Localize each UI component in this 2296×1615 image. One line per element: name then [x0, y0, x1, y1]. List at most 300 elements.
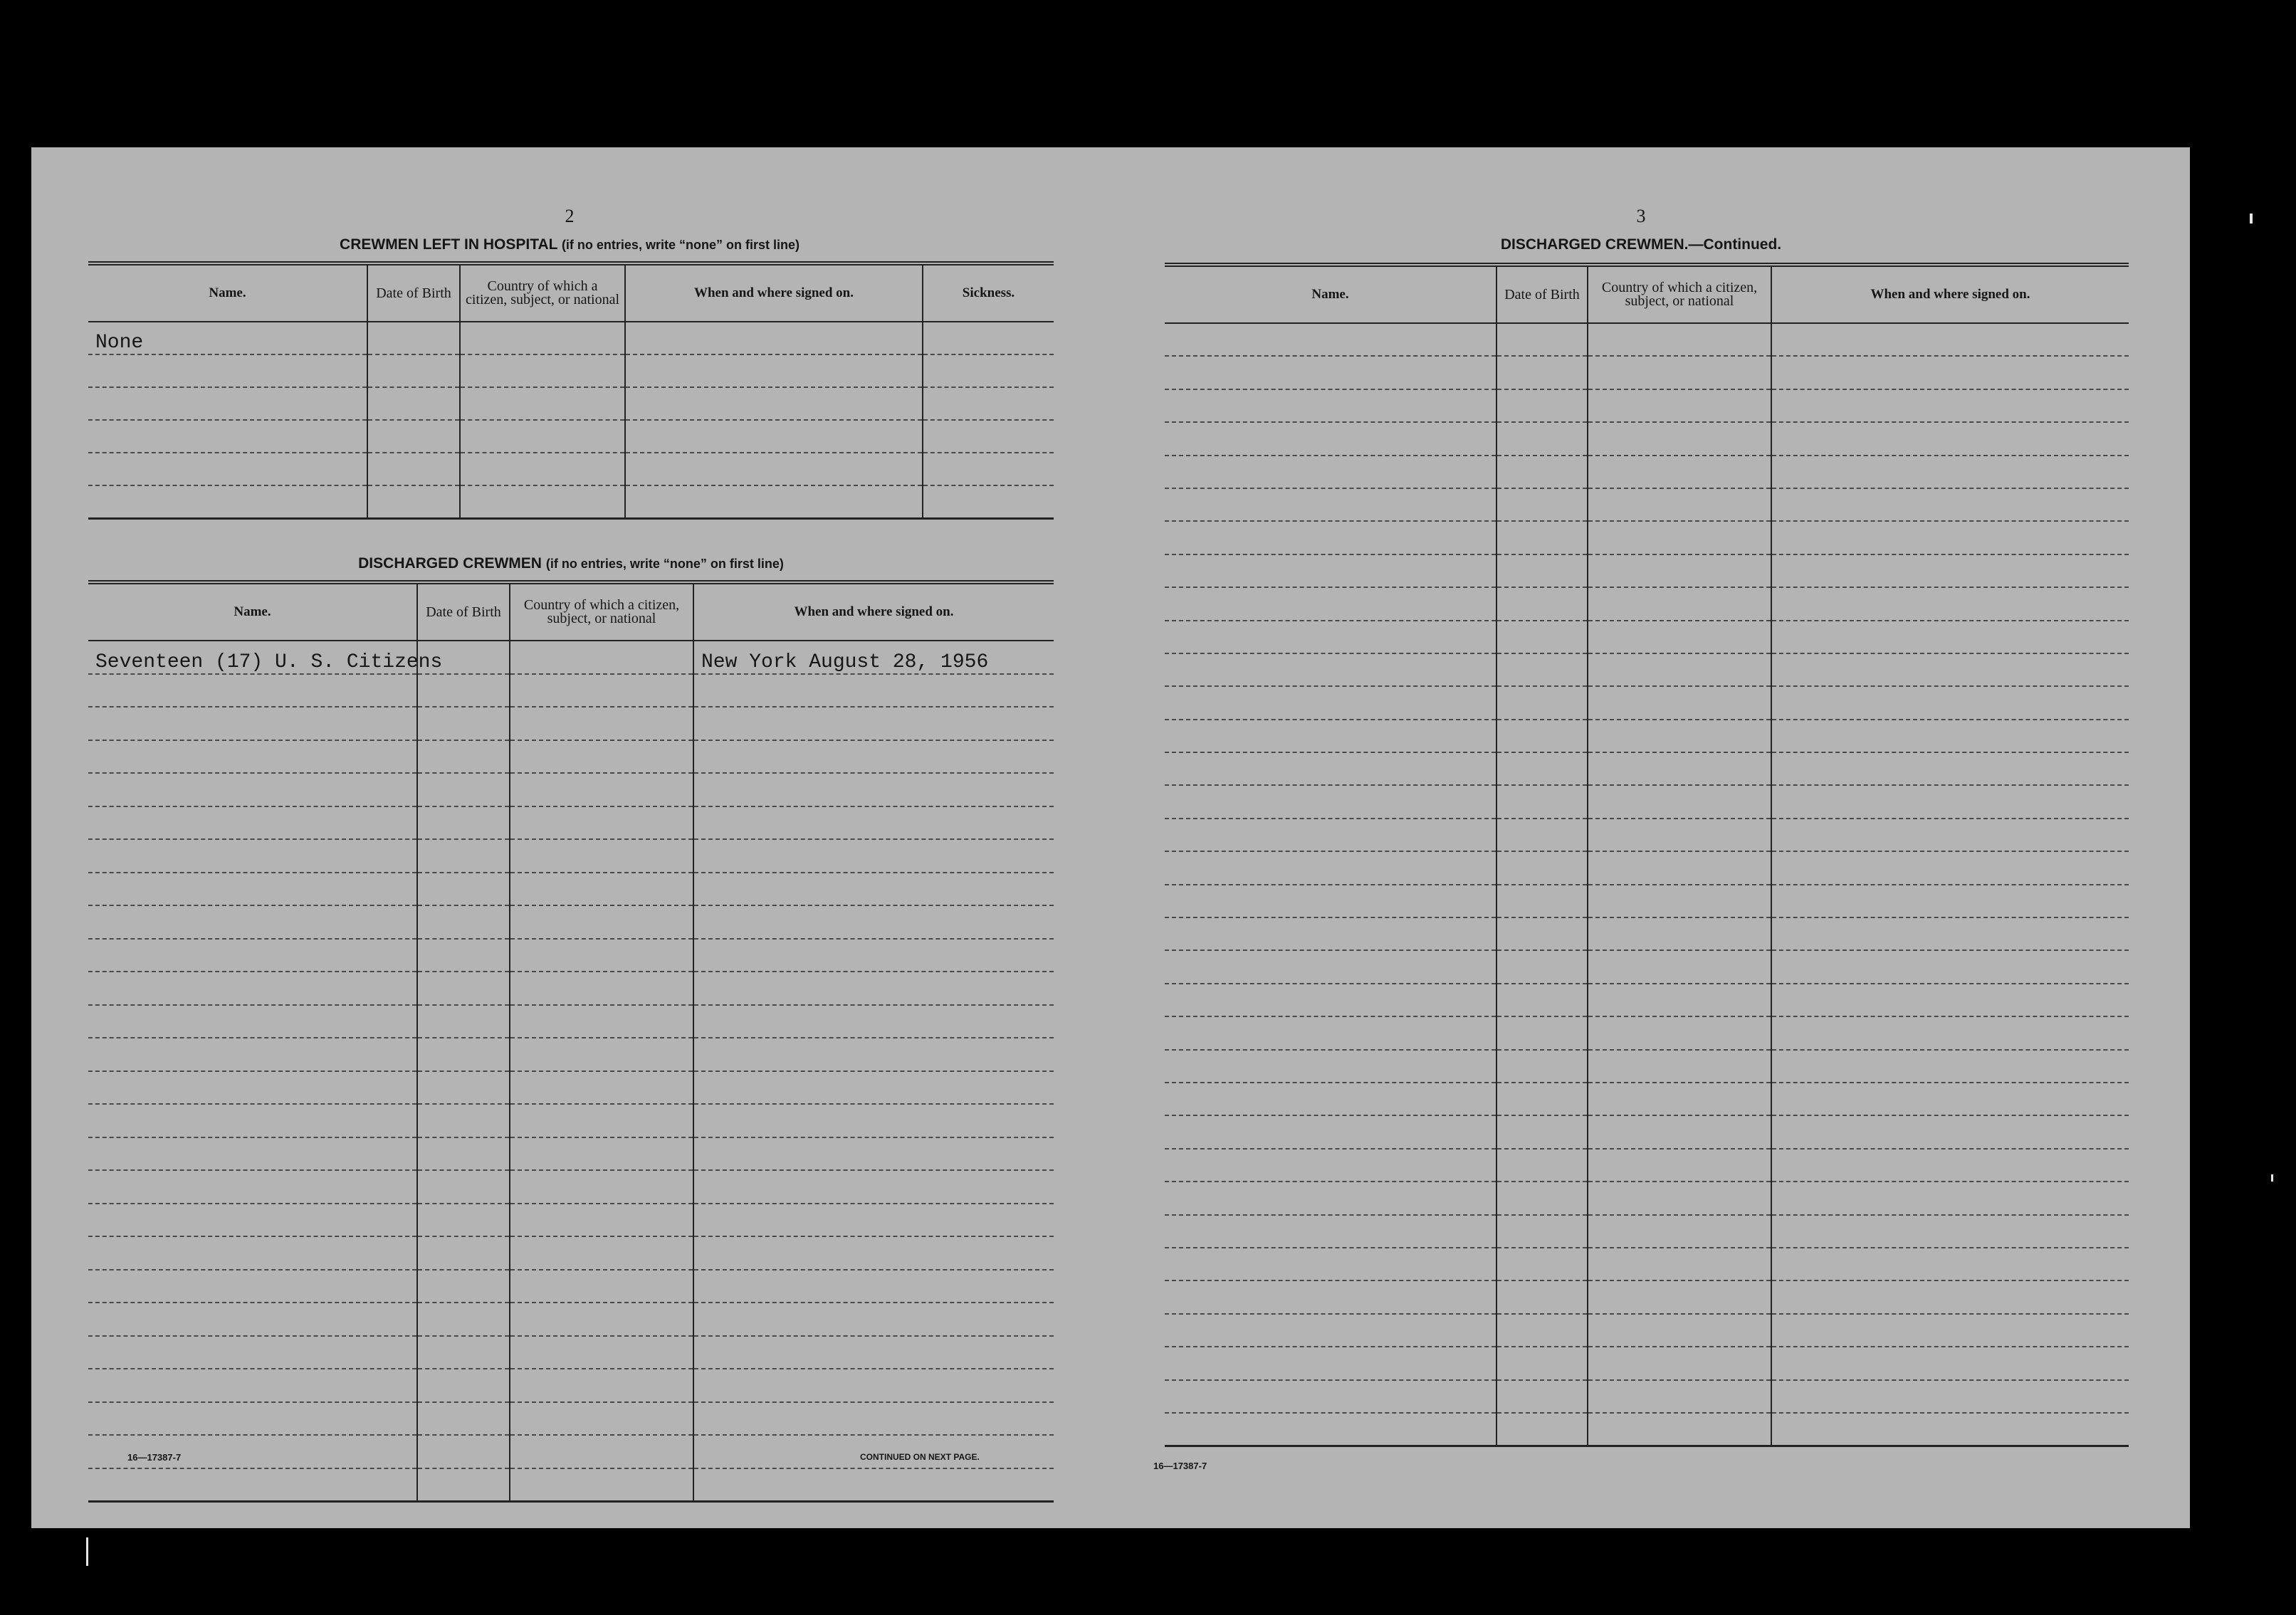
scan-speck — [86, 1537, 88, 1566]
cell-country — [1588, 1380, 1771, 1413]
cell-country — [1588, 621, 1771, 653]
header-signed-on: When and where signed on. — [693, 582, 1054, 641]
cell-name — [88, 839, 417, 873]
cell-country — [1588, 686, 1771, 719]
cell-signed — [625, 354, 923, 387]
table-row — [88, 1137, 1054, 1171]
cell-name — [88, 1468, 417, 1502]
cell-name — [1165, 1280, 1496, 1313]
table-row — [88, 839, 1054, 873]
cell-name — [1165, 720, 1496, 752]
document-sheet — [31, 147, 2190, 1528]
cell-dob — [417, 740, 510, 774]
cell-signed — [1771, 488, 2129, 521]
cell-dob — [1496, 1280, 1588, 1313]
cell-dob — [1496, 1149, 1588, 1182]
cell-dob — [1496, 1380, 1588, 1413]
cell-signed — [693, 674, 1054, 707]
cell-country — [510, 1170, 693, 1204]
table-row — [1165, 1314, 2129, 1347]
cell-name — [1165, 752, 1496, 785]
discharged-continued-table — [1165, 263, 2129, 1447]
cell-name — [88, 773, 417, 806]
cell-name — [1165, 356, 1496, 389]
cell-signed — [693, 1104, 1054, 1137]
cell-name — [1165, 587, 1496, 620]
table-row — [88, 972, 1054, 1005]
cell-dob — [1496, 720, 1588, 752]
cell-name — [1165, 621, 1496, 653]
cell-country — [1588, 1314, 1771, 1347]
cell-country — [510, 1005, 693, 1038]
cell-signed — [693, 1303, 1054, 1336]
cell-signed — [1771, 851, 2129, 884]
table-row — [1165, 1347, 2129, 1379]
right-section-title: DISCHARGED CREWMEN.—Continued. — [1500, 236, 1782, 253]
cell-name — [1165, 1215, 1496, 1248]
table-row — [88, 1104, 1054, 1137]
table-row — [88, 1270, 1054, 1303]
cell-name — [88, 1336, 417, 1369]
cell-dob — [417, 1170, 510, 1204]
cell-signed — [1771, 323, 2129, 356]
table-row — [1165, 984, 2129, 1016]
table-row — [88, 1005, 1054, 1038]
cell-signed — [693, 1038, 1054, 1071]
cell-dob — [417, 1270, 510, 1303]
cell-dob — [1496, 917, 1588, 950]
cell-country — [510, 873, 693, 906]
cell-country — [510, 1402, 693, 1436]
table-row — [88, 1336, 1054, 1369]
cell-signed — [693, 1170, 1054, 1204]
cell-country — [1588, 1347, 1771, 1379]
page-number: 2 — [565, 206, 575, 226]
cell-signed — [1771, 686, 2129, 719]
cell-country — [1588, 1115, 1771, 1148]
cell-dob — [1496, 785, 1588, 818]
table-row — [1165, 1380, 2129, 1413]
table-row — [1165, 1083, 2129, 1115]
cell-name — [1165, 1248, 1496, 1280]
cell-country — [1588, 554, 1771, 587]
cell-country — [510, 1071, 693, 1105]
cell-signed — [1771, 422, 2129, 455]
table-row — [1165, 720, 2129, 752]
table-row — [1165, 819, 2129, 851]
cell-country — [510, 1137, 693, 1171]
cell-dob — [417, 1071, 510, 1105]
cell-country — [1588, 720, 1771, 752]
table-row — [1165, 422, 2129, 455]
cell-country — [1588, 1215, 1771, 1248]
cell-country — [1588, 917, 1771, 950]
cell-dob — [1496, 984, 1588, 1016]
cell-name — [88, 806, 417, 840]
cell-dob — [1496, 1016, 1588, 1049]
cell-dob — [417, 674, 510, 707]
cell-country — [460, 322, 625, 354]
cell-name — [88, 905, 417, 939]
cell-dob — [1496, 1248, 1588, 1280]
table-row — [88, 1236, 1054, 1270]
cell-signed — [625, 485, 923, 518]
hospital-title-text: CREWMEN LEFT IN HOSPITAL — [340, 236, 558, 253]
cell-dob — [1496, 851, 1588, 884]
table-row — [1165, 323, 2129, 356]
cell-signed — [1771, 1280, 2129, 1313]
cell-signed — [693, 1468, 1054, 1502]
cell-dob — [417, 707, 510, 740]
table-row — [88, 806, 1054, 840]
page-number: 3 — [1636, 206, 1646, 226]
cell-signed — [1771, 785, 2129, 818]
cell-dob — [367, 322, 460, 354]
cell-name — [1165, 456, 1496, 488]
cell-signed — [693, 773, 1054, 806]
cell-country — [1588, 389, 1771, 422]
cell-dob — [417, 972, 510, 1005]
header-country: Country of which a citizen, subject, or national — [460, 263, 625, 322]
cell-country — [510, 674, 693, 707]
cell-dob — [1496, 1050, 1588, 1083]
table-row — [1165, 1413, 2129, 1446]
cell-signed — [693, 740, 1054, 774]
cell-country — [510, 1303, 693, 1336]
cell-name — [1165, 422, 1496, 455]
cell-dob — [417, 1137, 510, 1171]
table-row — [88, 322, 1054, 354]
cell-country — [1588, 1016, 1771, 1049]
cell-country — [460, 387, 625, 420]
cell-signed — [693, 972, 1054, 1005]
cell-dob — [417, 939, 510, 972]
cell-dob — [417, 1104, 510, 1137]
cell-dob — [1496, 686, 1588, 719]
cell-country — [1588, 1280, 1771, 1313]
hospital-instruction-text: (if no entries, write “none” on first line) — [561, 238, 800, 252]
cell-name — [1165, 1016, 1496, 1049]
table-row — [1165, 686, 2129, 719]
table-row — [88, 674, 1054, 707]
cell-signed — [625, 322, 923, 354]
cell-country — [510, 839, 693, 873]
cell-name — [88, 1270, 417, 1303]
cell-signed — [1771, 456, 2129, 488]
cell-name: Seventeen (17) U. S. Citizens — [88, 641, 417, 674]
header-name: Name. — [1165, 265, 1496, 323]
cell-country — [510, 1270, 693, 1303]
header-name: Name. — [88, 263, 367, 322]
cell-dob — [417, 1204, 510, 1237]
header-date-of-birth: Date of Birth — [1496, 265, 1588, 323]
cell-sickness — [923, 485, 1054, 518]
table-row — [88, 354, 1054, 387]
cell-name — [1165, 653, 1496, 686]
cell-name — [88, 1104, 417, 1137]
cell-dob — [417, 1435, 510, 1468]
cell-sickness — [923, 453, 1054, 485]
header-signed-on: When and where signed on. — [625, 263, 923, 322]
cell-name — [88, 1005, 417, 1038]
table-row — [88, 420, 1054, 453]
cell-name — [88, 420, 367, 453]
table-row — [1165, 885, 2129, 917]
table-row — [1165, 488, 2129, 521]
cell-name — [88, 740, 417, 774]
cell-country — [510, 972, 693, 1005]
cell-dob — [417, 773, 510, 806]
cell-signed — [625, 453, 923, 485]
discharged-section-title — [88, 555, 1054, 572]
header-signed-on: When and where signed on. — [1771, 265, 2129, 323]
cell-name — [88, 1402, 417, 1436]
cell-country — [1588, 752, 1771, 785]
cell-name — [88, 1369, 417, 1402]
cell-country — [1588, 1248, 1771, 1280]
cell-signed — [1771, 885, 2129, 917]
cell-country — [1588, 819, 1771, 851]
cell-name — [1165, 1182, 1496, 1214]
cell-sickness — [923, 420, 1054, 453]
cell-name — [1165, 819, 1496, 851]
cell-name: None — [88, 322, 367, 354]
cell-dob — [417, 1005, 510, 1038]
table-row — [88, 1170, 1054, 1204]
form-number: 16—17387-7 — [1153, 1461, 1207, 1471]
cell-dob — [1496, 819, 1588, 851]
cell-name — [1165, 323, 1496, 356]
table-row — [1165, 1280, 2129, 1313]
cell-dob — [1496, 554, 1588, 587]
discharged-table — [88, 580, 1054, 1503]
cell-signed — [693, 1369, 1054, 1402]
cell-signed — [1771, 1149, 2129, 1182]
continued-note: CONTINUED ON NEXT PAGE. — [860, 1452, 980, 1462]
cell-dob — [417, 905, 510, 939]
cell-sickness — [923, 354, 1054, 387]
table-row — [88, 740, 1054, 774]
table-row — [1165, 1215, 2129, 1248]
cell-dob — [1496, 1413, 1588, 1446]
cell-name — [88, 485, 367, 518]
cell-signed — [625, 420, 923, 453]
cell-dob — [1496, 587, 1588, 620]
table-row — [1165, 1182, 2129, 1214]
cell-dob — [1496, 1083, 1588, 1115]
cell-name — [1165, 1314, 1496, 1347]
cell-name — [1165, 885, 1496, 917]
cell-signed — [1771, 720, 2129, 752]
cell-signed — [1771, 1016, 2129, 1049]
cell-country — [510, 1435, 693, 1468]
cell-signed — [693, 1204, 1054, 1237]
cell-dob — [417, 1038, 510, 1071]
discharged-instruction-text: (if no entries, write “none” on first line) — [545, 557, 784, 571]
cell-country — [1588, 521, 1771, 554]
table-row — [88, 1402, 1054, 1436]
cell-dob — [367, 485, 460, 518]
cell-country — [1588, 1182, 1771, 1214]
cell-country — [1588, 1413, 1771, 1446]
header-name: Name. — [88, 582, 417, 641]
table-row — [1165, 356, 2129, 389]
table-row — [88, 641, 1054, 674]
cell-country — [510, 806, 693, 840]
table-row — [88, 453, 1054, 485]
table-row — [88, 939, 1054, 972]
cell-signed — [693, 873, 1054, 906]
cell-country — [510, 1236, 693, 1270]
table-row — [1165, 456, 2129, 488]
cell-signed — [693, 1270, 1054, 1303]
cell-name — [1165, 851, 1496, 884]
cell-name — [1165, 1050, 1496, 1083]
cell-dob — [1496, 488, 1588, 521]
table-row — [1165, 1050, 2129, 1083]
table-row — [1165, 653, 2129, 686]
cell-country — [510, 1468, 693, 1502]
cell-country — [1588, 984, 1771, 1016]
left-page — [31, 147, 1121, 1528]
cell-signed — [1771, 950, 2129, 983]
cell-name — [1165, 984, 1496, 1016]
cell-signed — [693, 939, 1054, 972]
table-row — [1165, 1149, 2129, 1182]
cell-country — [460, 354, 625, 387]
cell-country — [510, 641, 693, 674]
cell-signed — [1771, 554, 2129, 587]
cell-signed — [693, 806, 1054, 840]
cell-dob — [1496, 356, 1588, 389]
cell-country — [460, 453, 625, 485]
cell-name — [88, 453, 367, 485]
cell-signed — [1771, 1248, 2129, 1280]
cell-signed — [1771, 1314, 2129, 1347]
cell-dob — [1496, 1182, 1588, 1214]
cell-signed — [1771, 752, 2129, 785]
cell-country — [510, 1204, 693, 1237]
cell-dob — [1496, 323, 1588, 356]
cell-name — [1165, 1380, 1496, 1413]
cell-signed — [693, 1137, 1054, 1171]
cell-signed — [625, 387, 923, 420]
cell-name — [88, 1170, 417, 1204]
cell-signed — [693, 707, 1054, 740]
cell-name — [88, 354, 367, 387]
cell-name — [1165, 917, 1496, 950]
cell-dob — [417, 873, 510, 906]
cell-country — [1588, 488, 1771, 521]
cell-country — [1588, 1083, 1771, 1115]
table-row — [88, 1038, 1054, 1071]
cell-country — [1588, 456, 1771, 488]
table-row — [88, 1468, 1054, 1502]
cell-country — [510, 707, 693, 740]
cell-country — [1588, 653, 1771, 686]
cell-name — [88, 674, 417, 707]
cell-dob — [367, 453, 460, 485]
cell-name — [1165, 521, 1496, 554]
table-row — [88, 1369, 1054, 1402]
cell-name — [1165, 389, 1496, 422]
cell-name — [88, 707, 417, 740]
cell-dob — [1496, 422, 1588, 455]
cell-signed — [1771, 819, 2129, 851]
cell-dob — [367, 387, 460, 420]
table-row — [1165, 587, 2129, 620]
cell-signed — [1771, 389, 2129, 422]
cell-dob — [1496, 1347, 1588, 1379]
table-row — [1165, 950, 2129, 983]
cell-signed — [693, 1402, 1054, 1436]
cell-country — [1588, 851, 1771, 884]
cell-signed — [1771, 1413, 2129, 1446]
table-row — [88, 387, 1054, 420]
header-sickness: Sickness. — [923, 263, 1054, 322]
cell-dob — [1496, 1115, 1588, 1148]
table-row — [88, 873, 1054, 906]
cell-sickness — [923, 322, 1054, 354]
cell-signed — [693, 1336, 1054, 1369]
cell-name — [88, 1236, 417, 1270]
table-row — [1165, 554, 2129, 587]
header-country: Country of which a citizen, subject, or national — [1588, 265, 1771, 323]
header-date-of-birth: Date of Birth — [367, 263, 460, 322]
table-row — [1165, 1016, 2129, 1049]
cell-country — [510, 1369, 693, 1402]
cell-name — [88, 873, 417, 906]
cell-signed — [1771, 621, 2129, 653]
cell-name — [88, 939, 417, 972]
table-row — [1165, 1248, 2129, 1280]
cell-dob — [1496, 752, 1588, 785]
table-row — [88, 773, 1054, 806]
cell-signed — [1771, 984, 2129, 1016]
cell-dob — [417, 1236, 510, 1270]
cell-signed — [693, 1236, 1054, 1270]
table-row — [1165, 851, 2129, 884]
cell-dob — [1496, 456, 1588, 488]
cell-country — [510, 939, 693, 972]
cell-country — [1588, 1149, 1771, 1182]
cell-name — [1165, 686, 1496, 719]
table-row — [1165, 752, 2129, 785]
cell-name — [88, 972, 417, 1005]
cell-name — [88, 1038, 417, 1071]
cell-signed — [1771, 653, 2129, 686]
cell-country — [510, 1104, 693, 1137]
table-row — [1165, 521, 2129, 554]
table-row — [88, 1071, 1054, 1105]
cell-dob — [417, 839, 510, 873]
cell-name — [88, 1204, 417, 1237]
cell-dob — [1496, 389, 1588, 422]
hospital-table — [88, 261, 1054, 520]
cell-dob — [417, 1336, 510, 1369]
cell-name — [88, 387, 367, 420]
cell-name — [1165, 488, 1496, 521]
table-row — [1165, 389, 2129, 422]
cell-name — [1165, 1347, 1496, 1379]
cell-signed — [1771, 521, 2129, 554]
cell-dob — [367, 420, 460, 453]
cell-name — [1165, 950, 1496, 983]
cell-signed — [1771, 1347, 2129, 1379]
cell-country — [510, 773, 693, 806]
right-page — [1121, 147, 2190, 1528]
header-country: Country of which a citizen, subject, or national — [510, 582, 693, 641]
